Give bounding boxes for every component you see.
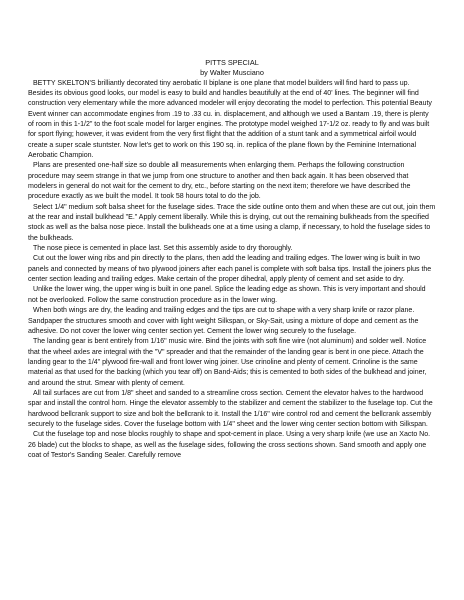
article-author: by Walter Musciano <box>200 68 264 78</box>
article-title: PITTS SPECIAL <box>205 58 259 67</box>
paragraph: When both wings are dry, the leading and trailing edges and the tips are cut to shape with a very sharp knife or razor plane. Sandpaper the structures smooth and cover with light weight Silkspan, or Sky-Sait, using a mixture of dope and cement as the adhesive. Do not cover the lower wing center section yet. Cement the lower wing securely to the fuselage. <box>28 307 419 335</box>
paragraph: Cut out the lower wing ribs and pin directly to the plans, then add the leading and trailing edges. The lower wing is built in two panels and connected by means of two plywood joiners after each panel is complete with soft balsa tips. Install the joiners plus the center section leading and trailing edges. Make certain of the proper dihedral, apply plenty of cement and set aside to dry. <box>28 255 432 284</box>
paragraph: Plans are presented one-half size so double all measurements when enlarging them. Perhaps the following construction procedure may seem strange in that we jump from one structure to another and then back again. It has been observed that modelers in general do not wait for the cement to dry, etc., before starting on the next item; therefore we have described the procedure exactly as we built the model. It took 58 hours total to do the job. <box>28 162 411 201</box>
paragraph: All tail surfaces are cut from 1/8" sheet and sanded to a streamline cross section. Cement the elevator halves to the hardwood spar and install the control horn. Hinge the elevator assembly to the stabilizer and cement the stabilizer to the fuselage top. Cut the hardwood bellcrank support to size and bolt the bellcrank to it. Install the 1/16" wire control rod and cement the bellcrank assembly securely to the fuselage sides. Cover the fuselage bottom with 1/4" sheet and the lower wing center section bottom with Silkspan. <box>28 389 433 428</box>
paragraph: The nose piece is cemented in place last. Set this assembly aside to dry thoroughly. <box>33 245 293 253</box>
paragraph: BETTY SKELTON'S brilliantly decorated tiny aerobatic II biplane is one plane that model builders will find hard to pass up. Besides its obvious good looks, our model is easy to build and handles beautifully at the end of 40' lines. The beginner will find construction very elementary while the more advanced modeler will enjoy decorating the model to perfection. This potential Beauty Event winner can accommodate engines from .19 to .33 cu. in. displacement, and although we used a Bantam .19, there is plenty of room in this 1-1/2" to the foot scale model for larger engines. The prototype model weighed 17-1/2 oz. ready to fly and was built for sport flying; however, it was evident from the very first flight that the addition of a stunt tank and a symmetrical airfoil would create a super scale stuntster. Now let's get to work on this 190 sq. in. replica of the plane flown by the Feminine International Aerobatic Champion. <box>28 79 432 159</box>
paragraph: Cut the fuselage top and nose blocks roughly to shape and spot-cement in place. Using a very sharp knife (we use an Xacto No. 26 blade) cut the blocks to shape, as well as the fuselage sides, following the cross sections shown. Sand smooth and apply one coat of Testor's Sanding Sealer. Carefully remove <box>28 431 431 459</box>
paragraph: The landing gear is bent entirely from 1/16" music wire. Bind the joints with soft fine wire (not aluminum) and solder well. Notice that the wheel axles are integral with the "V" spreader and that the remainder of the landing gear is bent in one piece. Attach the landing gear to the 1/4" plywood fire-wall and front lower wing joiner. Use crinoline and plenty of cement. Crinoline is the same material as that used for the backing (which you tear off) on Band-Aids; this is cemented to both sides of the bulkhead and joiner, and around the strut. Smear with plenty of cement. <box>28 338 427 387</box>
paragraph: Unlike the lower wing, the upper wing is built in one panel. Splice the leading edge as shown. This is very important and should not be overlooked. Follow the same construction procedure as in the lower wing. <box>28 286 426 304</box>
paragraph: Select 1/4" medium soft balsa sheet for the fuselage sides. Trace the side outline onto them and when these are cut out, join them at the rear and install bulkhead "E." Apply cement liberally. While this is drying, cut out the remaining bulkheads from the specified stock as well as the balsa nose piece. Install the bulkheads one at a time using a clamp, if necessary, to hold the fuselage sides to the bulkheads. <box>28 203 436 242</box>
